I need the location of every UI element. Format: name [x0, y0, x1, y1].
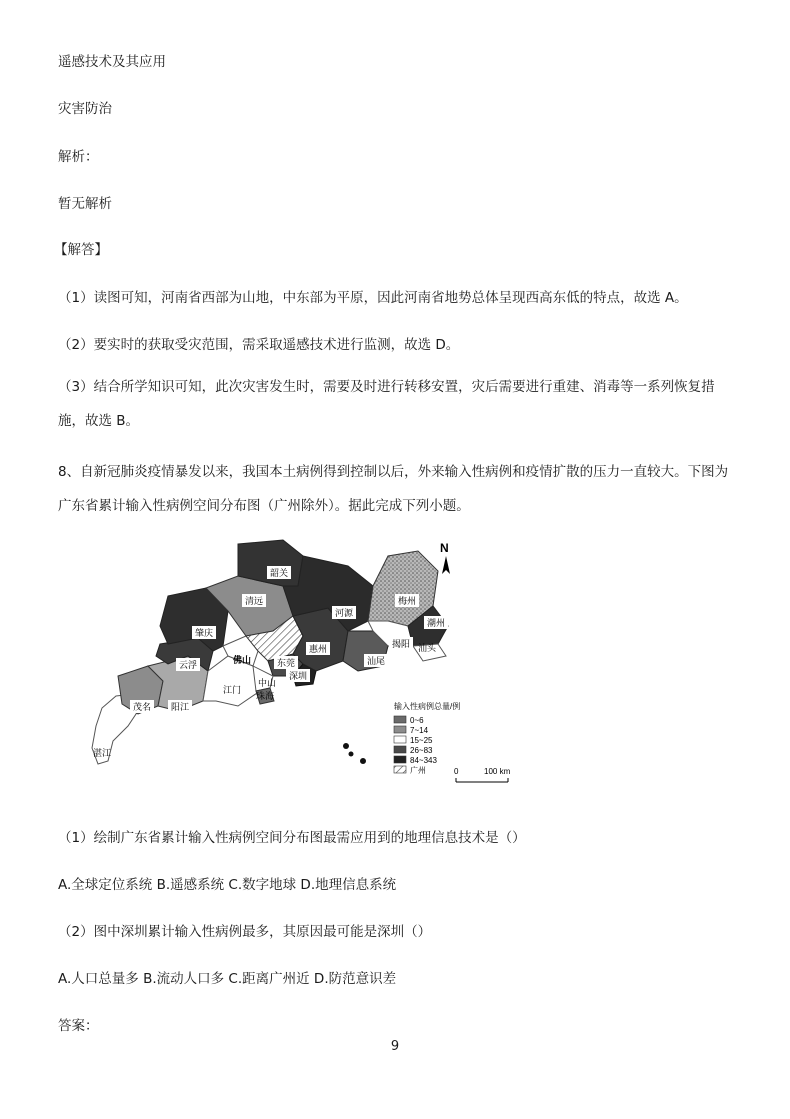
question-8-intro: 8、自新冠肺炎疫情暴发以来，我国本土病例得到控制以后，外来输入性病例和疫情扩散的压力一直较大。下图为广东省累计输入性病例空间分布图（广州除外）。据此完成下列小题。 [58, 464, 729, 514]
legend-item-4: 26~83 [410, 746, 433, 755]
legend-item-5: 84~343 [410, 756, 437, 765]
map-legend [394, 701, 460, 775]
label-zhaoqing: 肇庆 [195, 628, 214, 638]
answer-3: （3）结合所学知识可知，此次灾害发生时，需要及时进行转移安置，灾后需要进行重建、消毒等一系列恢复措施，故选 B。 [58, 379, 715, 429]
label-shanwei: 汕尾 [367, 656, 386, 666]
answer-header: 【解答】 [54, 242, 108, 258]
answer-1: （1）读图可知，河南省西部为山地，中东部为平原，因此河南省地势总体呈现西高东低的特点，故选 A。 [58, 290, 688, 306]
legend-title: 输入性病例总量/例 [394, 702, 461, 711]
label-heyuan: 河源 [335, 608, 354, 618]
label-yangjiang: 阳江 [171, 702, 190, 712]
question-8-1-options: A.全球定位系统 B.遥感系统 C.数字地球 D.地理信息系统 [58, 877, 397, 893]
label-shenzhen: 深圳 [289, 671, 308, 681]
answer-2: （2）要实时的获取受灾范围，需采取遥感技术进行监测，故选 D。 [58, 337, 460, 353]
label-meizhou: 梅州 [398, 596, 417, 606]
answer-label: 答案： [58, 1018, 99, 1034]
svg-text:N: N [440, 541, 449, 555]
label-foshan: 佛山 [233, 655, 252, 665]
label-zhanjiang: 湛江 [93, 748, 112, 758]
label-shantou: 汕头 [418, 643, 437, 653]
label-huizhou: 惠州 [309, 644, 328, 654]
analysis-label: 解析： [58, 149, 99, 165]
question-8-1: （1）绘制广东省累计输入性病例空间分布图最需应用到的地理信息技术是（） [58, 830, 526, 846]
legend-item-2: 7~14 [410, 726, 429, 735]
label-chaozhou: 潮州 [427, 618, 446, 628]
disaster-heading: 灾害防治 [58, 101, 112, 117]
label-shaoguan: 韶关 [270, 568, 289, 578]
label-jiangmen: 江门 [223, 685, 242, 695]
analysis-text: 暂无解析 [58, 196, 112, 212]
label-qingyuan: 清远 [245, 596, 264, 606]
label-zhongshan: 中山 [258, 678, 277, 688]
label-yunfu: 云浮 [179, 660, 198, 670]
page-number: 9 [390, 1039, 400, 1054]
question-8-2: （2）图中深圳累计输入性病例最多，其原因最可能是深圳（） [58, 924, 432, 940]
legend-item-3: 15~25 [410, 736, 433, 745]
tech-heading: 遥感技术及其应用 [58, 54, 166, 70]
label-dongguan: 东莞 [277, 658, 296, 668]
scale-bar [454, 767, 511, 782]
north-arrow-icon [440, 541, 450, 574]
label-maoming: 茂名 [133, 702, 152, 712]
label-zhuhai: 珠海 [256, 691, 275, 701]
legend-item-6: 广州 [410, 766, 426, 775]
guangdong-case-map [88, 536, 528, 796]
legend-item-1: 0~6 [410, 716, 424, 725]
svg-text:0: 0 [454, 767, 459, 776]
svg-text:100 km: 100 km [484, 767, 511, 776]
label-jieyang: 揭阳 [392, 639, 411, 649]
question-8-2-options: A.人口总量多 B.流动人口多 C.距离广州近 D.防范意识差 [58, 971, 397, 987]
